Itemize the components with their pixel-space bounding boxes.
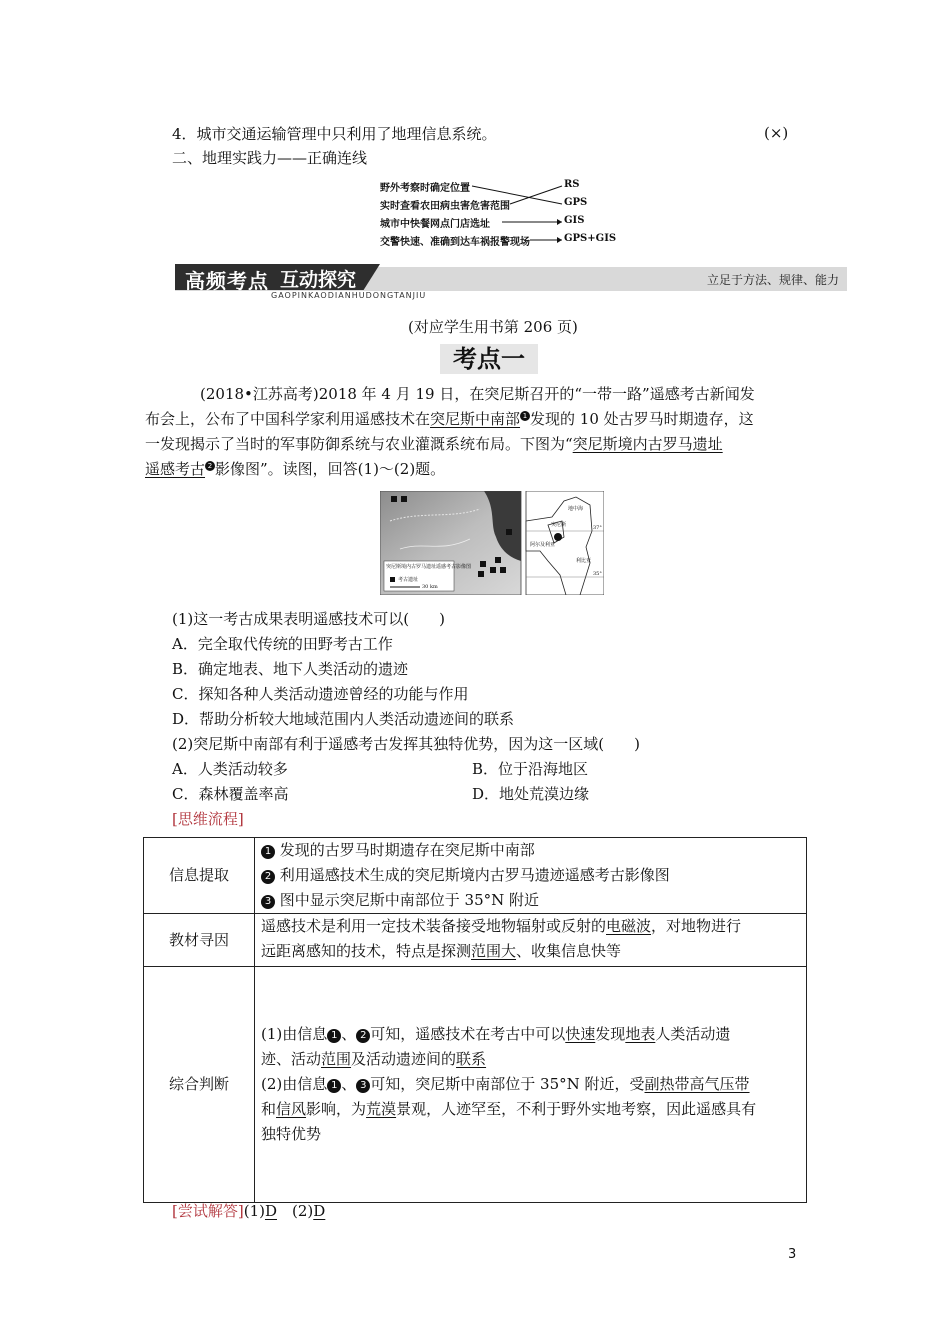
page-number: 3 — [788, 1247, 797, 1262]
judge-line-1 — [261, 1022, 800, 1047]
info-item — [261, 838, 800, 863]
inset-label-lat35: 35° — [593, 571, 602, 577]
answer-value-1: D — [264, 1202, 277, 1220]
banner-pinyin: GAOPINKAODIANHUDONGTANJIU — [271, 291, 427, 300]
answer-line — [172, 1201, 325, 1221]
q1-option-b: B．确定地表、地下人类活动的遗迹 — [172, 660, 409, 678]
section-2-heading: 二、地理实践力——正确连线 — [172, 149, 368, 167]
j-underline: 荒漠 — [366, 1100, 397, 1118]
textbook-line-1 — [261, 914, 800, 939]
banner-title-b: 互动探究 — [280, 269, 357, 291]
j-text: 及活动遗迹间的 — [351, 1050, 457, 1068]
j-text: 人类活动遗 — [655, 1025, 731, 1043]
inset-label-libya: 利比亚 — [576, 558, 592, 564]
intro-underline: 突尼斯境内古罗马遗址 — [572, 435, 723, 453]
inset-label-lat37: 37° — [593, 525, 602, 531]
intro-text: 影像图”。读图，回答(1)～(2)题。 — [215, 460, 446, 478]
banner-right-text: 立足于方法、规律、能力 — [706, 273, 839, 287]
match-left-4: 交警快速、准确到达车祸报警现场 — [380, 237, 530, 248]
j-text: 和 — [261, 1100, 277, 1118]
q2-option-b: B．位于沿海地区 — [472, 760, 589, 778]
match-right-3: GIS — [564, 215, 585, 226]
textbook-label: 教材寻因 — [144, 914, 255, 967]
page-reference: (对应学生用书第 206 页) — [408, 318, 578, 336]
tb-text: ，对地物进行 — [651, 917, 742, 935]
j-underline: 联系 — [456, 1050, 487, 1068]
j-text: 景观，人迹罕至，不利于野外实地考察，因此遥感具有 — [396, 1100, 757, 1118]
intro-text: 发现的 10 处古罗马时期遗存，这 — [530, 410, 754, 428]
j-text: (2)由信息 — [261, 1075, 328, 1093]
circle-number-1: 1 — [261, 845, 275, 859]
question-4-mark: (×) — [764, 124, 789, 142]
j-text: 迹、活动 — [261, 1050, 322, 1068]
q1-stem: (1)这一考古成果表明遥感技术可以( ) — [172, 610, 445, 628]
tb-text: 、收集信息快等 — [516, 942, 622, 960]
j-underline: 副热带高气压带 — [644, 1075, 750, 1093]
j-text: 发现 — [595, 1025, 626, 1043]
intro-line-3 — [145, 434, 723, 454]
map-figure — [380, 491, 604, 595]
info-text: 利用遥感技术生成的突尼斯境内古罗马遗迹遥感考古影像图 — [279, 866, 670, 884]
info-row — [144, 838, 807, 914]
info-label: 信息提取 — [144, 838, 255, 914]
judge-content — [255, 967, 807, 1203]
intro-text: 一发现揭示了当时的军事防御系统与农业灌溉系统布局。下图为“ — [145, 435, 573, 453]
j-underline: 信风 — [276, 1100, 307, 1118]
q1-option-a: A．完全取代传统的田野考古工作 — [172, 635, 393, 653]
map-legend-item: 考古遗址 — [398, 577, 419, 583]
j-text: 可知，遥感技术在考古中可以 — [370, 1025, 566, 1043]
j-text: 、 — [341, 1075, 357, 1093]
answer-value-2: D — [313, 1202, 326, 1220]
judge-line-5: 独特优势 — [261, 1125, 322, 1143]
judge-line-3 — [261, 1072, 800, 1097]
circle-number-1: 1 — [327, 1029, 341, 1043]
textbook-content — [255, 914, 807, 967]
inset-label-sea: 地中海 — [568, 506, 584, 512]
intro-line-4 — [145, 459, 445, 479]
thinking-flow-table — [143, 837, 807, 1203]
answer-part: (1) — [243, 1202, 265, 1220]
tb-underline: 范围大 — [471, 942, 517, 960]
intro-line-1: (2018•江苏高考)2018 年 4 月 19 日，在突尼斯召开的“一带一路”遥感考古新闻发 — [200, 385, 755, 403]
circle-number-2: 2 — [261, 870, 275, 884]
circle-number-3: 3 — [261, 895, 275, 909]
judge-label: 综合判断 — [144, 967, 255, 1203]
match-right-4: GPS+GIS — [564, 233, 617, 244]
circle-number-1: 1 — [327, 1079, 341, 1093]
q2-option-c: C．森林覆盖率高 — [172, 785, 289, 803]
match-right-1: RS — [564, 179, 580, 190]
info-item — [261, 888, 800, 913]
j-text: 、 — [341, 1025, 357, 1043]
q2-option-a: A．人类活动较多 — [172, 760, 288, 778]
match-lines — [380, 176, 610, 248]
map-scale: 30 km — [422, 584, 438, 590]
intro-line-2 — [145, 409, 754, 429]
info-text: 图中显示突尼斯中南部位于 35°N 附近 — [279, 891, 540, 909]
j-text: (1)由信息 — [261, 1025, 328, 1043]
q2-option-d: D．地处荒漠边缘 — [472, 785, 590, 803]
judge-line-4 — [261, 1097, 800, 1122]
footnote-marker-2: 2 — [205, 461, 215, 471]
circle-number-2: 2 — [356, 1029, 370, 1043]
textbook-line-2 — [261, 939, 800, 964]
j-underline: 范围 — [321, 1050, 352, 1068]
info-content — [255, 838, 807, 914]
answer-label: [尝试解答] — [172, 1202, 244, 1220]
footnote-marker-1: 1 — [520, 411, 530, 421]
thinking-label: [思维流程] — [172, 810, 244, 828]
tb-text: 遥感技术是利用一定技术装备接受地物辐射或反射的 — [261, 917, 607, 935]
q2-stem: (2)突尼斯中南部有利于遥感考古发挥其独特优势，因为这一区域( ) — [172, 735, 640, 753]
j-text: 影响，为 — [306, 1100, 367, 1118]
inset-label-algeria: 阿尔及利亚 — [530, 542, 556, 548]
judge-line-2 — [261, 1047, 800, 1072]
judge-row — [144, 967, 807, 1203]
matching-diagram — [380, 176, 617, 248]
banner-title-a: 高频考点 — [185, 269, 269, 293]
info-item — [261, 863, 800, 888]
j-text: 可知，突尼斯中南部位于 35°N 附近，受 — [370, 1075, 645, 1093]
section-banner — [175, 264, 847, 300]
inset-label-tunisia: 突尼斯 — [551, 522, 567, 528]
q1-option-d: D．帮助分析较大地域范围内人类活动遗迹间的联系 — [172, 710, 515, 728]
textbook-row — [144, 914, 807, 967]
map-legend-title: 突尼斯境内古罗马遗址遥感考古影像图 — [386, 564, 472, 570]
section-title: 考点一 — [440, 344, 538, 374]
intro-text: 布会上，公布了中国科学家利用遥感技术在 — [145, 410, 431, 428]
j-underline: 快速 — [565, 1025, 596, 1043]
intro-underline: 遥感考古 — [145, 460, 206, 478]
intro-underline: 突尼斯中南部 — [430, 410, 521, 428]
info-text: 发现的古罗马时期遗存在突尼斯中南部 — [279, 841, 535, 859]
match-left-1: 野外考察时确定位置 — [380, 183, 470, 194]
match-right-2: GPS — [564, 197, 588, 208]
q1-option-c: C．探知各种人类活动遗迹曾经的功能与作用 — [172, 685, 469, 703]
tb-underline: 电磁波 — [606, 917, 652, 935]
tb-text: 远距离感知的技术，特点是探测 — [261, 942, 472, 960]
match-left-2: 实时查看农田病虫害危害范围 — [380, 201, 510, 212]
match-left-3: 城市中快餐网点门店选址 — [380, 219, 490, 230]
answer-part: (2) — [292, 1202, 314, 1220]
circle-number-3: 3 — [356, 1079, 370, 1093]
question-4: 4．城市交通运输管理中只利用了地理信息系统。 — [172, 125, 497, 143]
j-underline: 地表 — [625, 1025, 656, 1043]
